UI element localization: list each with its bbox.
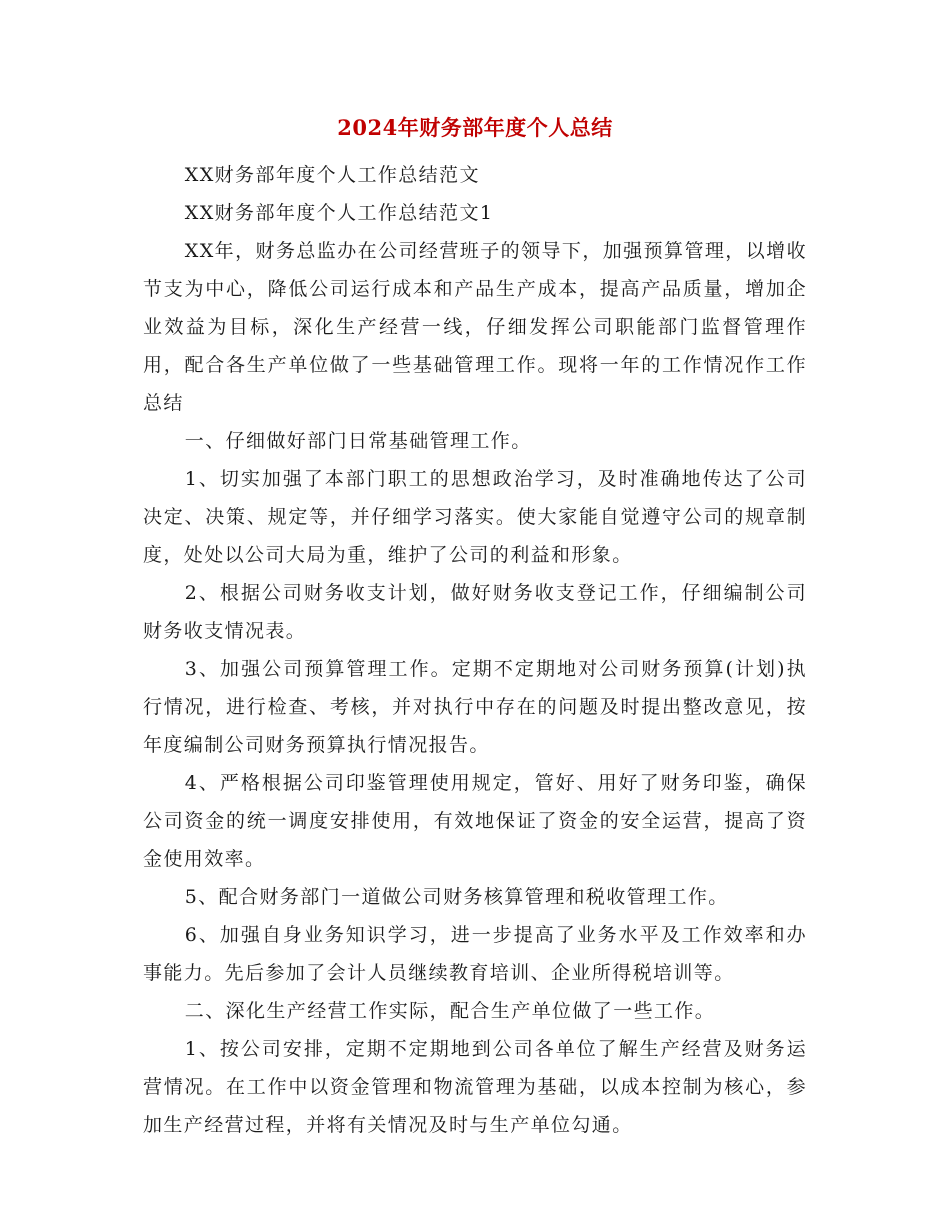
paragraph: 1、按公司安排，定期不定期地到公司各单位了解生产经营及财务运营情况。在工作中以资金管理和物流管理为基础，以成本控制为核心，参加生产经营过程，并将有关情况及时与生产单位勾通。 — [143, 1038, 807, 1136]
paragraph: 3、加强公司预算管理工作。定期不定期地对公司财务预算(计划)执行情况，进行检查、考核，并对执行中存在的问题及时提出整改意见，按年度编制公司财务预算执行情况报告。 — [143, 658, 807, 756]
paragraph: 6、加强自身业务知识学习，进一步提高了业务水平及工作效率和办事能力。先后参加了会计人员继续教育培训、企业所得税培训等。 — [143, 924, 807, 984]
document-title: 2024年财务部年度个人总结 — [337, 115, 613, 140]
paragraph: 4、严格根据公司印鉴管理使用规定，管好、用好了财务印鉴，确保公司资金的统一调度安排使用，有效地保证了资金的安全运营，提高了资金使用效率。 — [143, 772, 807, 870]
paragraph: 二、深化生产经营工作实际，配合生产单位做了一些工作。 — [184, 1000, 716, 1022]
paragraph: 2、根据公司财务收支计划，做好财务收支登记工作，仔细编制公司财务收支情况表。 — [143, 582, 807, 642]
paragraph: 1、切实加强了本部门职工的思想政治学习，及时准确地传达了公司决定、决策、规定等，并仔细学习落实。使大家能自觉遵守公司的规章制度，处处以公司大局为重，维护了公司的利益和形象。 — [143, 468, 807, 566]
paragraph: XX年，财务总监办在公司经营班子的领导下，加强预算管理，以增收节支为中心，降低公司运行成本和产品生产成本，提高产品质量，增加企业效益为目标，深化生产经营一线，仔细发挥公司职能部门监督管理作用，配合各生产单位做了一些基础管理工作。现将一年的工作情况作工作总结 — [143, 240, 807, 414]
paragraph: XX财务部年度个人工作总结范文 — [184, 164, 480, 186]
paragraph: XX财务部年度个人工作总结范文1 — [184, 202, 494, 224]
paragraph: 5、配合财务部门一道做公司财务核算管理和税收管理工作。 — [184, 886, 729, 908]
document-body — [143, 156, 807, 1144]
paragraph: 一、仔细做好部门日常基础管理工作。 — [184, 430, 532, 452]
